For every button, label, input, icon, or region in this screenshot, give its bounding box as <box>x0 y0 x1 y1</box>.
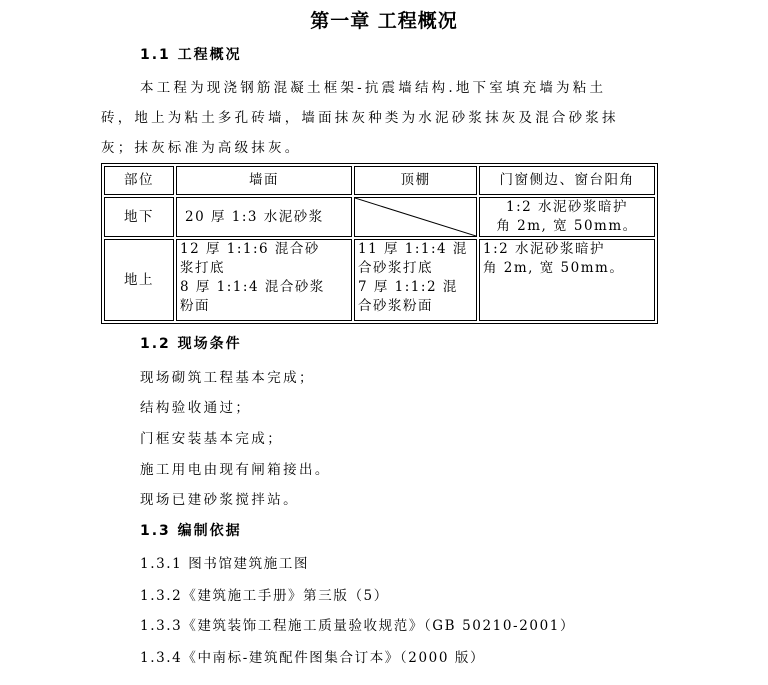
table-row-aboveground <box>104 239 655 321</box>
cell-text: 11 厚 1:1:4 混 <box>358 241 468 257</box>
cell-ceiling-underground-empty <box>354 197 477 237</box>
cell-text: 合砂浆打底 <box>358 260 433 276</box>
cell-text: 7 厚 1:1:2 混 <box>358 279 458 295</box>
table-header-row <box>104 166 655 195</box>
section-heading-1-2: 1.2 现场条件 <box>140 336 242 352</box>
section-heading-1-3: 1.3 编制依据 <box>140 523 242 539</box>
cell-text: 角 2m, 宽 50mm。 <box>496 218 638 234</box>
cell-part-aboveground: 地上 <box>104 239 174 321</box>
cell-text: 合砂浆粉面 <box>358 298 433 314</box>
reference-item: 1.3.3《建筑装饰工程施工质量验收规范》（GB 50210-2001） <box>140 618 576 634</box>
paragraph-line-1: 本工程为现浇钢筋混凝土框架-抗震墙结构.地下室填充墙为粘土 <box>140 80 607 96</box>
plaster-spec-table <box>101 163 658 324</box>
list-item: 施工用电由现有闸箱接出。 <box>140 462 331 478</box>
header-wall: 墙面 <box>176 166 352 195</box>
cell-text: 1:2 水泥砂浆暗护 <box>483 241 606 257</box>
paragraph-line-3: 灰；抹灰标准为高级抹灰。 <box>101 140 302 156</box>
cell-text: 12 厚 1:1:6 混合砂 <box>180 241 320 257</box>
paragraph-line-2: 砖，地上为粘土多孔砖墙，墙面抹灰种类为水泥砂浆抹灰及混合砂浆抹 <box>101 110 619 126</box>
diagonal-strike <box>355 198 476 236</box>
cell-text: 粉面 <box>180 298 210 314</box>
reference-item: 1.3.1 图书馆建筑施工图 <box>140 556 310 572</box>
cell-text: 角 2m, 宽 50mm。 <box>483 260 625 276</box>
header-part: 部位 <box>104 166 174 195</box>
cell-part-underground: 地下 <box>104 197 174 237</box>
cell-text: 20 厚 1:3 水泥砂浆 <box>185 208 324 225</box>
cell-text: 8 厚 1:1:4 混合砂浆 <box>180 279 325 295</box>
cell-openings-underground <box>479 197 655 237</box>
cell-text: 1:2 水泥砂浆暗护 <box>505 199 629 215</box>
cell-text: 浆打底 <box>180 260 225 276</box>
list-item: 现场已建砂浆搅拌站。 <box>140 492 299 508</box>
cell-wall-underground <box>176 197 352 237</box>
header-openings: 门窗侧边、窗台阳角 <box>479 166 655 195</box>
cell-openings-aboveground <box>479 239 655 321</box>
reference-item: 1.3.4《中南标-建筑配件图集合订本》（2000 版） <box>140 650 486 666</box>
list-item: 结构验收通过； <box>140 400 252 416</box>
list-item: 现场砌筑工程基本完成； <box>140 370 315 386</box>
list-item: 门框安装基本完成； <box>140 431 284 447</box>
cell-wall-aboveground <box>176 239 352 321</box>
cell-ceiling-aboveground <box>354 239 477 321</box>
chapter-title: 第一章 工程概况 <box>310 10 458 32</box>
reference-item: 1.3.2《建筑施工手册》第三版（5） <box>140 588 389 604</box>
header-ceiling: 顶棚 <box>354 166 477 195</box>
section-heading-1-1: 1.1 工程概况 <box>140 47 242 63</box>
table-row-underground <box>104 197 655 237</box>
